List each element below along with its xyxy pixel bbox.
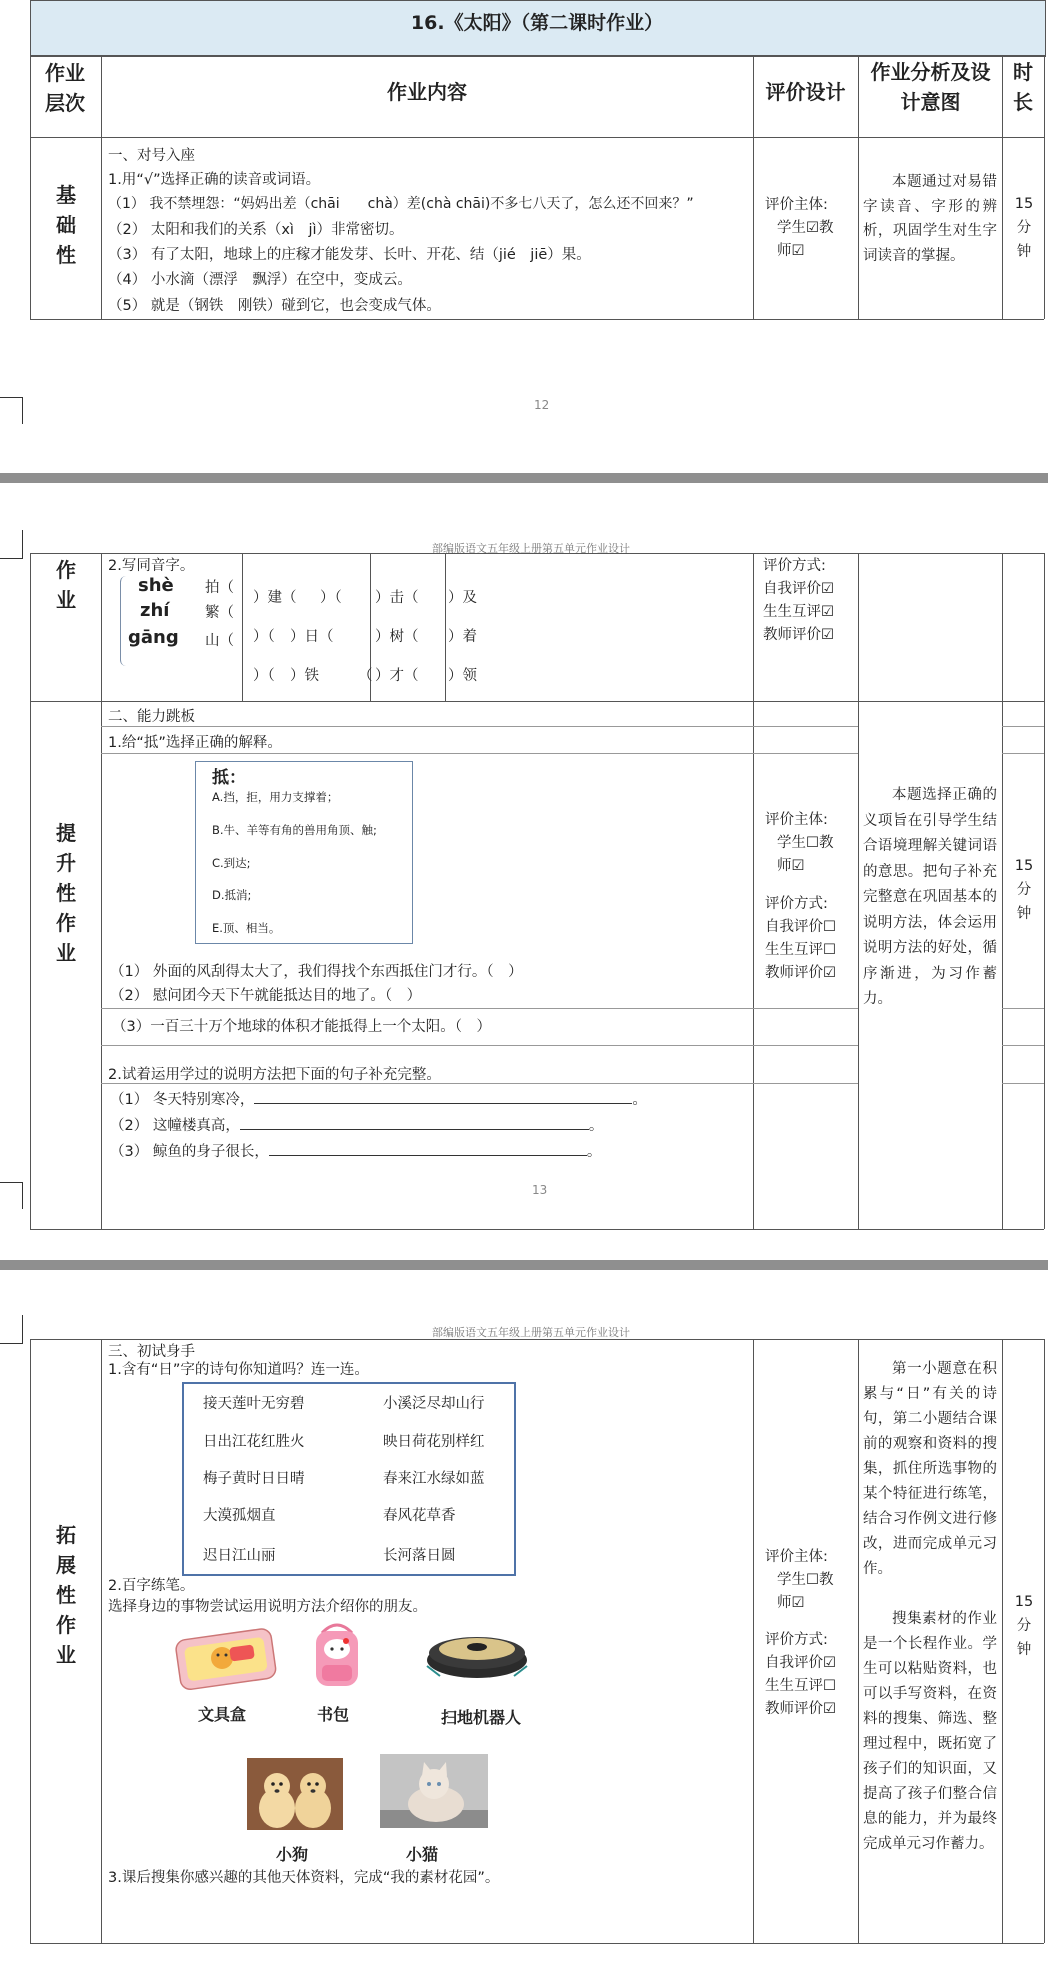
question-item: （4） 小水滴（漂浮 飘浮）在空中，变成云。	[108, 272, 412, 288]
question-text: 2.百字练笔。	[108, 1578, 195, 1594]
section-heading: 二、能力跳板	[108, 709, 195, 725]
eval-line: 教师评价☑	[765, 965, 836, 981]
question-item: （2） 慰问团今天下午就能抵达目的地了。（ ）	[110, 988, 422, 1004]
eval-line: 评价方式:	[765, 1632, 828, 1648]
fill-line	[110, 1088, 647, 1109]
dictionary-entry: A.挡，拒，用力支撑着；	[212, 790, 339, 804]
level-continued: 作业	[56, 558, 76, 612]
fill-line	[110, 1114, 603, 1135]
eval-line: 学生☐教	[777, 1572, 834, 1588]
time-unit: 钟	[1016, 1642, 1032, 1658]
analysis-text: 第一小题意在积累与“日”有关的诗句，第二小题结合课前的观察和资料的搜集，抓住所选事物的某个特征进行练笔，结合习作例文进行修改，进而完成单元习作。	[863, 1361, 997, 1577]
analysis-text: 本题通过对易错字读音、字形的辨析，巩固学生对生字词读音的掌握。	[863, 174, 997, 264]
homophone-cell: 拍（	[205, 580, 234, 596]
fill-prompt: （2） 这幢楼真高，	[110, 1118, 240, 1134]
fill-prompt: （1） 冬天特别寒冷，	[110, 1092, 255, 1108]
page-corner-mark	[0, 530, 23, 559]
eval-line: 评价方式:	[763, 558, 826, 574]
eval-line: 师☑	[777, 858, 805, 874]
dictionary-entry: D.抵消;	[212, 888, 252, 902]
eval-line: 教师评价☑	[765, 1701, 836, 1717]
dictionary-entry: C.到达;	[212, 856, 251, 870]
eval-line: 自我评价☑	[765, 1655, 836, 1671]
homophone-cell: ）（	[253, 668, 275, 684]
page-title: 16.《太阳》（第二课时作业）	[410, 12, 664, 34]
time-value: 15	[1014, 196, 1034, 212]
eval-line: 学生☑教	[777, 220, 834, 236]
question-text: 1.给“抵”选择正确的解释。	[108, 735, 282, 751]
eval-line: 师☑	[777, 243, 805, 259]
time-unit: 钟	[1016, 244, 1032, 260]
poem-left[interactable]: 迟日江山丽	[203, 1548, 276, 1564]
level-basic: 基础性	[56, 183, 76, 267]
time-unit: 钟	[1016, 906, 1032, 922]
eval-line: 学生☐教	[777, 835, 834, 851]
homophone-cell: ）建（	[253, 590, 297, 606]
pinyin-gang: gāng	[128, 627, 179, 648]
eval-line: 自我评价☐	[765, 919, 836, 935]
page-corner-mark	[0, 1315, 23, 1344]
header-time: 时长	[1013, 60, 1033, 114]
poem-right[interactable]: 小溪泛尽却山行	[383, 1396, 485, 1412]
caption-pencil-case: 文具盒	[197, 1705, 246, 1724]
analysis-text: 搜集素材的作业是一个长程作业。学生可以粘贴资料，也可以手写资料，在资料的搜集、筛选、整理过程中，既拓宽了孩子们的知识面，又提高了孩子们整合信息的能力，并为最终完成单元习作蓄力。	[863, 1611, 997, 1852]
homophone-cell: ）击（	[375, 590, 419, 606]
page-separator	[0, 473, 1048, 483]
eval-line: 自我评价☑	[763, 581, 834, 597]
question-item: （1） 我不禁埋怨：“妈妈出差（chāi chà）差(chà chāi)不多七八天了，怎么还不回来？”	[108, 196, 694, 212]
time-unit: 分	[1016, 882, 1032, 898]
poem-left[interactable]: 大漠孤烟直	[203, 1508, 276, 1524]
running-header: 部编版语文五年级上册第五单元作业设计	[432, 1326, 630, 1339]
dictionary-entry: B.牛、羊等有角的兽用角顶、触;	[212, 823, 377, 837]
fill-prompt: （3） 鲸鱼的身子很长，	[110, 1144, 269, 1160]
puppies-image	[247, 1758, 343, 1830]
homophone-cell: ）树（	[375, 629, 419, 645]
page-3	[0, 1270, 1048, 1971]
fill-period: 。	[586, 1144, 602, 1160]
running-header: 部编版语文五年级上册第五单元作业设计	[432, 542, 630, 555]
fill-period: 。	[588, 1118, 604, 1134]
question-text: 3.课后搜集你感兴趣的其他天体资料，完成“我的素材花园”。	[108, 1870, 500, 1886]
page-corner-mark	[0, 397, 23, 424]
pinyin-she: shè	[138, 575, 174, 596]
page-2	[0, 483, 1048, 1260]
analysis-text: 本题选择正确的义项旨在引导学生结合语境理解关键词语的意思。把句子补充完整意在巩固基本的说明方法，体会运用说明方法的好处，循序渐进，为习作蓄力。	[863, 787, 997, 1007]
question-item: （3） 有了太阳，地球上的庄稼才能发芽、长叶、开花、结（jié jiē）果。	[108, 247, 591, 263]
question-item: （5） 就是（钢铁 刚铁）碰到它，也会变成气体。	[108, 298, 441, 314]
question-item: （3）一百三十万个地球的体积才能抵得上一个太阳。（ ）	[112, 1019, 491, 1035]
schoolbag-image	[308, 1615, 366, 1690]
homophone-cell: ）及	[448, 590, 477, 606]
poem-left[interactable]: 日出江花红胜火	[203, 1434, 305, 1450]
eval-line: 评价主体:	[765, 812, 828, 828]
level-advanced: 提升性作业	[56, 821, 76, 965]
poem-left[interactable]: 梅子黄时日日晴	[203, 1471, 305, 1487]
fill-blank[interactable]	[240, 1115, 589, 1130]
page-corner-mark	[0, 1182, 23, 1209]
poem-right[interactable]: 长河落日圆	[383, 1548, 456, 1564]
homophone-cell: 繁（	[205, 605, 234, 621]
eval-line: 师☑	[777, 1595, 805, 1611]
question-text: 1.含有“日”字的诗句你知道吗？连一连。	[108, 1362, 369, 1378]
question-text: 2.试着运用学过的说明方法把下面的句子补充完整。	[108, 1067, 441, 1083]
question-desc: 选择身边的事物尝试运用说明方法介绍你的朋友。	[108, 1599, 427, 1615]
question-item: （1） 外面的风刮得太大了，我们得找个东西抵住门才行。（ ）	[110, 964, 523, 980]
pencil-case-image	[172, 1620, 282, 1695]
fill-blank[interactable]	[254, 1089, 632, 1104]
time-unit: 分	[1016, 220, 1032, 236]
header-content: 作业内容	[387, 80, 467, 104]
time-value: 15	[1014, 1594, 1034, 1610]
section-heading: 三、初试身手	[108, 1344, 195, 1360]
caption-kitten: 小猫	[405, 1845, 438, 1864]
homophone-cell: ）（	[253, 629, 275, 645]
kitten-image	[380, 1754, 488, 1828]
header-level: 作业层次	[45, 61, 85, 115]
question-item: （2） 太阳和我们的关系（xì jì）非常密切。	[108, 222, 404, 238]
pinyin-zhi: zhí	[140, 600, 170, 621]
robot-vacuum-image	[422, 1622, 532, 1684]
homophone-cell: 山（	[205, 633, 234, 649]
page-number: 13	[532, 1183, 548, 1197]
dictionary-entry: E.顶、相当。	[212, 921, 281, 935]
fill-period: 。	[632, 1092, 647, 1108]
poem-right[interactable]: 春风花草香	[383, 1508, 456, 1524]
header-eval: 评价设计	[765, 80, 846, 104]
eval-line: 评价方式:	[765, 896, 828, 912]
poem-right[interactable]: 映日荷花别样红	[383, 1434, 485, 1450]
section-heading: 一、对号入座	[108, 148, 195, 164]
question-text: 2.写同音字。	[108, 558, 195, 574]
eval-line: 生生互评☑	[763, 604, 834, 620]
caption-robot-vacuum: 扫地机器人	[440, 1708, 521, 1727]
homophone-cell: ）才（	[375, 668, 419, 684]
poem-right[interactable]: 春来江水绿如蓝	[383, 1471, 485, 1487]
caption-puppy: 小狗	[275, 1845, 308, 1864]
fill-blank[interactable]	[269, 1141, 587, 1156]
time-value: 15	[1014, 858, 1034, 874]
time-unit: 分	[1016, 1618, 1032, 1634]
page-number: 12	[534, 398, 550, 412]
homophone-cell: （	[358, 668, 373, 684]
homophone-cell: ）日（	[290, 629, 334, 645]
eval-line: 评价主体:	[765, 1549, 828, 1565]
homophone-cell: ）着	[448, 629, 477, 645]
question-text: 1.用“√”选择正确的读音或词语。	[108, 172, 321, 188]
dictionary-head: 抵：	[212, 768, 246, 788]
homophone-cell: ）铁	[290, 668, 319, 684]
fill-line	[110, 1140, 601, 1161]
page-separator	[0, 1260, 1048, 1270]
homophone-cell: ）领	[448, 668, 477, 684]
header-analysis: 作业分析及设计意图	[870, 60, 991, 114]
page-1	[0, 0, 1048, 473]
eval-line: 生生互评☐	[765, 942, 836, 958]
level-expand: 拓展性作业	[56, 1523, 76, 1667]
caption-schoolbag: 书包	[316, 1705, 349, 1724]
poem-left[interactable]: 接天莲叶无穷碧	[203, 1396, 305, 1412]
eval-line: 评价主体:	[765, 197, 828, 213]
homophone-cell: ）（	[320, 590, 342, 606]
eval-line: 生生互评☐	[765, 1678, 836, 1694]
eval-line: 教师评价☑	[763, 627, 834, 643]
